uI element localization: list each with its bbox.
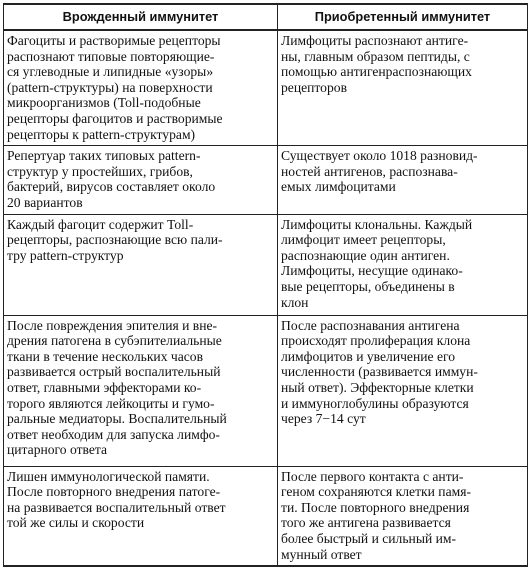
table-header <box>4 4 528 30</box>
cell-innate <box>4 466 278 566</box>
cell-text: Существует около 1018 разновид- ностей антигенов, распознава- емых лимфоцитами <box>281 148 478 195</box>
cell-text: После распознавания антигена происходят пролиферация клона лимфоцитов и увеличение его численности (развивается иммун- ный ответ). Эффекторные клетки и иммуноглобулины образуются через 7−14 сут <box>281 317 478 427</box>
cell-text: После первого контакта с анти- геном сохраняются клетки памя- ти. После повторного внедрения того же антигена развивается более быстрый и сильный им- мунный ответ <box>281 468 471 562</box>
table-row <box>4 315 528 466</box>
cell-innate <box>4 30 278 146</box>
header-acquired-immunity: Приобретенный иммунитет <box>278 4 528 30</box>
cell-text: Лимфоциты клональны. Каждый лимфоцит имеет рецепторы, распознающие один антиген. Лимфоциты, несущие одинако- вые рецепторы, объединены в клон <box>281 216 473 310</box>
cell-innate <box>4 315 278 466</box>
cell-text: Репертуар таких типовых pattern- структур у простейших, грибов, бактерий, вирусов составляет около 20 вариантов <box>7 148 216 210</box>
table-row <box>4 214 528 315</box>
cell-text: Лишен иммунологической памяти. После повторного внедрения патоге- на развивается воспалительный ответ той же силы и скорости <box>7 468 226 531</box>
cell-acquired <box>278 30 528 146</box>
cell-text: После повреждения эпителия и вне- дрения патогена в субэпителиальные ткани в течение нескольких часов развивается острый воспалительный ответ, главными эффекторами ко- торого являются лейкоциты и гумо- ральные медиаторы. Воспалительный ответ необходим для запуска лимфо- цитарного ответа <box>7 317 227 458</box>
table-body <box>4 30 528 566</box>
cell-acquired <box>278 146 528 214</box>
cell-innate <box>4 146 278 214</box>
cell-text: Фагоциты и растворимые рецепторы распознают типовые повторяющие- ся углеводные и липидные «узоры» (pattern-структуры) на поверхности микроорганизмов (Toll-подобные рецепторы фагоцитов и растворимые рецепторы к pattern-структурам) <box>7 33 223 142</box>
cell-innate <box>4 214 278 315</box>
table-row <box>4 30 528 146</box>
cell-acquired <box>278 466 528 566</box>
header-row <box>4 4 528 30</box>
table-row <box>4 146 528 214</box>
cell-text: Лимфоциты распознают антиге- ны, главным образом пептиды, с помощью антигенраспознающих рецепторов <box>281 33 472 95</box>
header-innate-immunity: Врожденный иммунитет <box>4 4 278 30</box>
comparison-table <box>3 3 528 567</box>
cell-acquired <box>278 214 528 315</box>
cell-text: Каждый фагоцит содержит Toll- рецепторы, распознающие всю пали- тру pattern-структур <box>7 216 223 263</box>
cell-acquired <box>278 315 528 466</box>
table-row <box>4 466 528 566</box>
